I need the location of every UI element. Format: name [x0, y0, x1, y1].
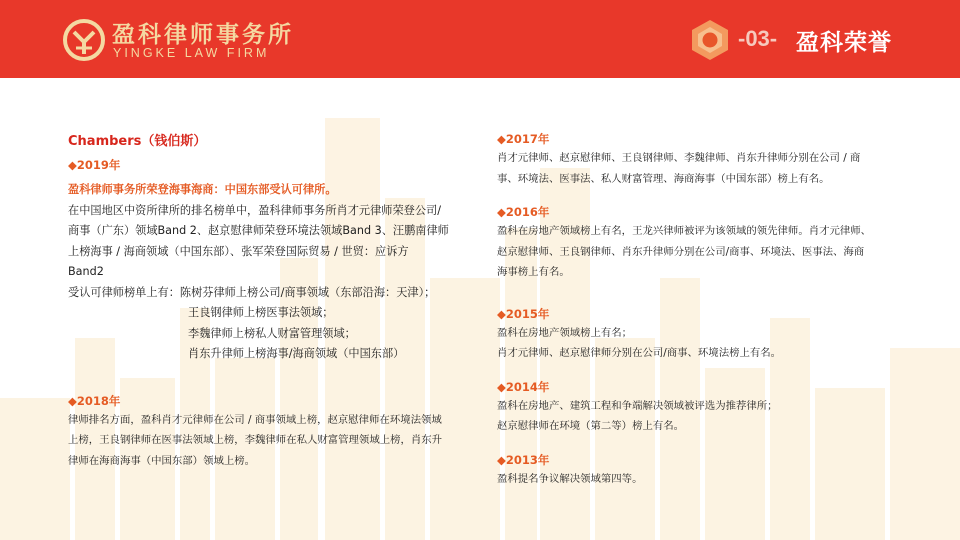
recognized-item: 陈树芬律师上榜公司/商事领域（东部沿海：天津）； [179, 285, 436, 299]
yingke-logo-icon [62, 18, 106, 62]
logo-chinese-name: 盈科律师事务所 [112, 22, 294, 48]
body-line: 上榜海事 / 海商领域（中国东部）、张军荣登国际贸易 / 世贸：应诉方 [68, 244, 409, 258]
right-column [497, 130, 899, 489]
body-line: 律师排名方面，盈科肖才元律师在公司 / 商事领域上榜，赵京慰律师在环境法领域 [68, 413, 442, 426]
body-line: 肖才元律师、赵京慰律师、王良钢律师、李魏律师、肖东升律师分别在公司 / 商 [497, 152, 861, 164]
year-2019: ◆2019年 [68, 158, 121, 172]
body-line: 商事（广东）领域Band 2、赵京慰律师荣登环境法领域Band 3、汪鹏南律师 [68, 224, 449, 237]
left-column [68, 132, 480, 471]
recognized-label: 受认可律师榜单上有： [68, 285, 180, 299]
body-line: 盈科在房地产领域榜上有名，王龙兴律师被评为该领域的领先律师。肖才元律师、 [497, 225, 872, 237]
year-2016: ◆2016年 [497, 205, 550, 219]
body-line: Band2 [68, 265, 104, 278]
body-line: 盈科在房地产、建筑工程和争端解决领域被评选为推荐律所； [497, 399, 778, 412]
body-line: 海事榜上有名。 [497, 266, 570, 278]
logo-english-name: YINGKE LAW FIRM [113, 46, 270, 60]
year-2014: ◆2014年 [497, 379, 550, 394]
year-2013: ◆2013年 [497, 452, 550, 467]
body-line: 在中国地区中资所律所的排名榜单中，盈科律师事务所肖才元律师荣登公司/ [68, 203, 441, 217]
body-line: 上榜，王良钢律师在医事法领域上榜，李魏律师在私人财富管理领域上榜，肖东升 [68, 434, 443, 446]
year-2015: ◆2015年 [497, 306, 550, 321]
recognized-item: 王良钢律师上榜医事法领域； [188, 306, 334, 319]
recognized-lawyers-line [68, 283, 480, 304]
section-title: 盈科荣誉 [796, 30, 892, 56]
recognized-item: 李魏律师上榜私人财富管理领域； [188, 326, 356, 340]
headline-2019: 盈科律师事务所荣登海事海商：中国东部受认可律所。 [68, 183, 337, 196]
body-line: 赵京慰律师在环境（第二等）榜上有名。 [497, 420, 685, 432]
body-line: 事、环境法、医事法、私人财富管理、海商海事（中国东部）榜上有名。 [497, 172, 830, 185]
body-line: 盈科提名争议解决领域第四等。 [497, 472, 643, 485]
year-2017: ◆2017年 [497, 132, 550, 146]
year-2018: ◆2018年 [68, 393, 121, 408]
body-line: 赵京慰律师、王良钢律师、肖东升律师分别在公司/商事、环境法、医事法、海商 [497, 245, 865, 258]
section-number: -03- [738, 26, 778, 51]
header-bar [0, 0, 960, 78]
body-line: 律师在海商海事（中国东部）领域上榜。 [68, 454, 256, 467]
recognized-item: 肖东升律师上榜海事/海商领域（中国东部） [188, 347, 405, 360]
body-line: 肖才元律师、赵京慰律师分别在公司/商事、环境法榜上有名。 [497, 347, 782, 359]
hexagon-icon [690, 18, 730, 62]
chambers-title: Chambers（钱伯斯） [68, 134, 207, 149]
body-line: 盈科在房地产领域榜上有名； [497, 326, 633, 339]
